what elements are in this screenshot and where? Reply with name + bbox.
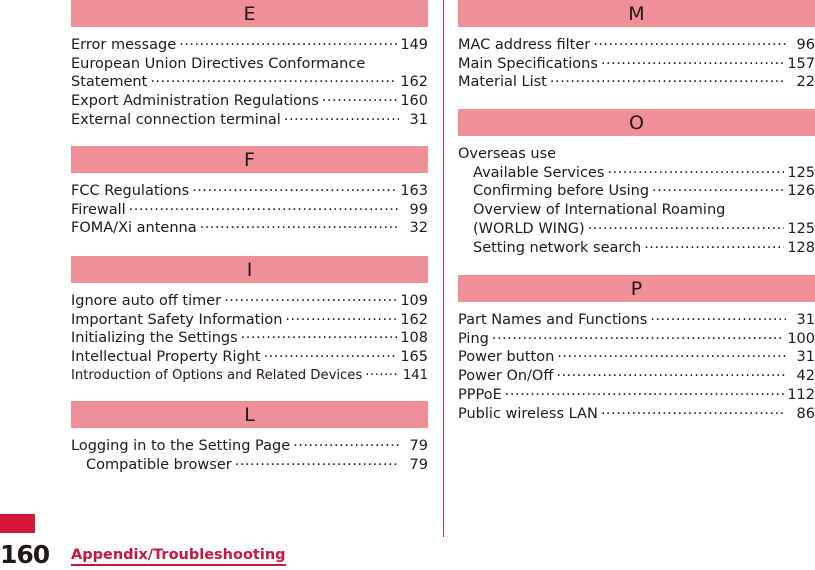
index-entry[interactable] — [71, 292, 428, 311]
index-entry-page: 31 — [796, 349, 815, 366]
dot-leader — [607, 164, 784, 183]
index-entry-label: FCC Regulations — [71, 182, 190, 199]
index-entry-label: Confirming before Using — [473, 183, 650, 200]
index-entry[interactable] — [458, 201, 815, 220]
dot-leader — [492, 330, 784, 349]
dot-leader — [588, 220, 785, 239]
index-entry-page: 125 — [787, 220, 815, 237]
index-entry[interactable] — [458, 55, 815, 74]
index-entry[interactable] — [71, 55, 428, 74]
index-entry[interactable] — [458, 405, 815, 424]
dot-leader — [556, 367, 786, 386]
index-entry-label: Main Specifications — [458, 55, 598, 72]
index-entry-page: 86 — [796, 405, 815, 422]
index-entry-label: Overseas use — [458, 145, 557, 162]
index-entry-label: Firewall — [71, 201, 126, 218]
index-entry[interactable] — [71, 92, 428, 111]
section-header-l: L — [71, 401, 428, 428]
index-entry[interactable] — [458, 36, 815, 55]
index-entry-label: Intellectual Property Right — [71, 349, 261, 366]
index-entry[interactable] — [71, 437, 428, 456]
index-entry[interactable] — [71, 182, 428, 201]
index-entry-label: Initializing the Settings — [71, 330, 238, 347]
index-entry[interactable] — [458, 74, 815, 93]
dot-leader — [235, 456, 399, 475]
dot-leader — [601, 405, 786, 424]
page-number: 160 — [0, 540, 50, 569]
dot-leader — [150, 73, 397, 92]
index-entry-page: 31 — [409, 111, 428, 128]
index-entry-page: 149 — [400, 36, 428, 53]
index-entry-label: European Union Directives Conformance — [71, 55, 366, 72]
dot-leader — [241, 329, 398, 348]
index-entry-page: 96 — [796, 36, 815, 53]
index-entry-label: Important Safety Information — [71, 311, 283, 328]
dot-leader — [505, 386, 785, 405]
dot-leader — [192, 182, 397, 201]
index-entry[interactable] — [71, 456, 428, 475]
index-entry[interactable] — [458, 349, 815, 368]
section-header-p: P — [458, 275, 815, 302]
dot-leader — [322, 92, 398, 111]
index-entry[interactable] — [71, 111, 428, 130]
dot-leader — [285, 311, 397, 330]
section-header-i: I — [71, 256, 428, 283]
index-entry[interactable] — [71, 74, 428, 93]
index-entry-label: Public wireless LAN — [458, 405, 598, 422]
index-entry-label: FOMA/Xi antenna — [71, 220, 197, 237]
index-entry[interactable] — [458, 311, 815, 330]
index-entry-page: 126 — [787, 183, 815, 200]
index-entry-page: 125 — [787, 164, 815, 181]
index-entry-label: Setting network search — [473, 239, 642, 256]
index-entry-label: Introduction of Options and Related Devices — [71, 367, 363, 383]
dot-leader — [129, 201, 399, 220]
dot-leader — [644, 239, 784, 258]
index-entry[interactable] — [458, 367, 815, 386]
index-entry[interactable] — [71, 367, 428, 386]
index-entry-page: 162 — [400, 311, 428, 328]
dot-leader — [652, 182, 784, 201]
index-entry-page: 160 — [400, 93, 428, 110]
index-entry-page: 109 — [400, 292, 428, 309]
dot-leader — [293, 437, 399, 456]
dot-leader — [593, 36, 786, 55]
section-header-f: F — [71, 146, 428, 173]
index-entry[interactable] — [71, 220, 428, 239]
index-entry[interactable] — [458, 164, 815, 183]
index-entry-page: 128 — [787, 239, 815, 256]
index-entry[interactable] — [458, 145, 815, 164]
section-header-o: O — [458, 109, 815, 136]
index-entry-label: External connection terminal — [71, 111, 281, 128]
dot-leader — [601, 55, 784, 74]
dot-leader — [264, 348, 398, 367]
index-entry-page: 32 — [409, 220, 428, 237]
index-entry-label: Compatible browser — [86, 456, 232, 473]
index-entry-label: PPPoE — [458, 386, 502, 403]
dot-leader — [650, 311, 786, 330]
page-tab-marker — [0, 514, 35, 533]
index-entry-label: Material List — [458, 74, 547, 91]
index-entry[interactable] — [458, 330, 815, 349]
index-entry[interactable] — [458, 220, 815, 239]
index-entry[interactable] — [71, 330, 428, 349]
dot-leader — [365, 367, 399, 386]
index-entry[interactable] — [71, 201, 428, 220]
index-entry[interactable] — [458, 183, 815, 202]
index-entry-page: 79 — [409, 437, 428, 454]
index-entry-label: Power button — [458, 349, 555, 366]
index-entry-page: 165 — [400, 349, 428, 366]
index-entry-label: MAC address filter — [458, 36, 591, 53]
index-entry-label: Error message — [71, 36, 177, 53]
index-entry-label: (WORLD WING) — [473, 220, 585, 237]
index-entry-page: 157 — [787, 55, 815, 72]
index-entry-page: 100 — [787, 330, 815, 347]
index-entry[interactable] — [71, 311, 428, 330]
index-entry-page: 42 — [796, 368, 815, 385]
index-entry[interactable] — [458, 386, 815, 405]
dot-leader — [557, 348, 786, 367]
index-entry-label: Logging in to the Setting Page — [71, 437, 291, 454]
index-entry-page: 99 — [409, 201, 428, 218]
index-entry-page: 31 — [796, 311, 815, 328]
index-entry[interactable] — [458, 239, 815, 258]
dot-leader — [224, 292, 397, 311]
index-entry[interactable] — [71, 348, 428, 367]
dot-leader — [179, 36, 397, 55]
index-entry-page: 108 — [400, 330, 428, 347]
index-entry-label: Export Administration Regulations — [71, 93, 319, 110]
index-entry-page: 112 — [787, 386, 815, 403]
index-entry-label: Overview of International Roaming — [473, 202, 726, 219]
index-entry-page: 79 — [409, 456, 428, 473]
section-header-e: E — [71, 0, 428, 27]
index-entry-page: 141 — [402, 367, 428, 383]
index-entry-page: 22 — [796, 74, 815, 91]
index-entry-page: 162 — [400, 74, 428, 91]
index-entry-label: Part Names and Functions — [458, 311, 648, 328]
chapter-title-link[interactable]: Appendix/Troubleshooting — [71, 546, 286, 566]
index-entry-label: Power On/Off — [458, 368, 554, 385]
index-entry-page: 163 — [400, 182, 428, 199]
index-entry[interactable] — [71, 36, 428, 55]
index-entry-label: Ignore auto off timer — [71, 292, 222, 309]
section-header-m: M — [458, 0, 815, 27]
index-entry-label: Available Services — [473, 164, 605, 181]
column-divider — [443, 0, 444, 537]
dot-leader — [284, 111, 399, 130]
index-entry-label: Ping — [458, 330, 489, 347]
index-entry-label: Statement — [71, 74, 148, 91]
dot-leader — [200, 219, 399, 238]
dot-leader — [550, 73, 786, 92]
